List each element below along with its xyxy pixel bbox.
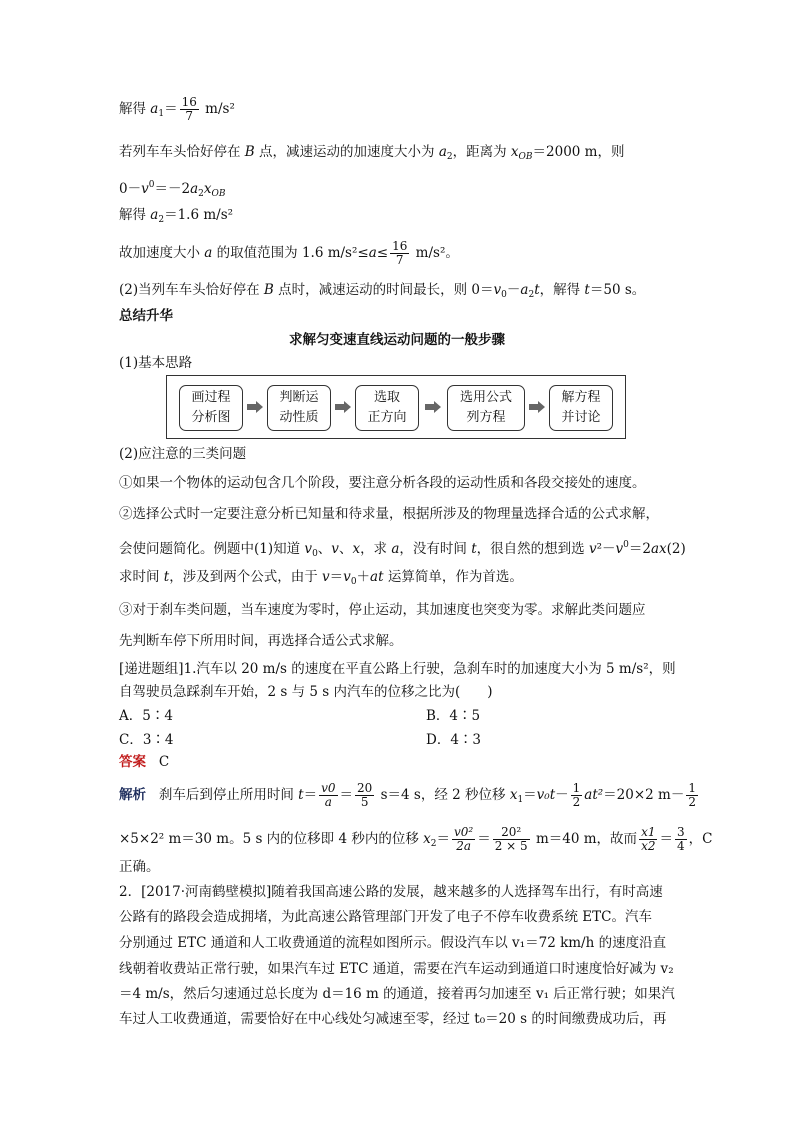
option-c: C．3∶4 [119,732,174,748]
issue-1: ①如果一个物体的运动包含几个阶段，要注意分析各段的运动性质和各段交接处的速度。 [119,475,646,491]
explanation-line3: 正确。 [119,859,160,875]
flow-step-2: 判断运 动性质 [267,385,331,431]
issue-3-line2: 先判断车停下所用时间，再选择合适公式求解。 [119,633,403,649]
equation-line: $0-v^0=-2a_2x_{OB}$ [119,180,226,199]
fraction-half: $\frac{1}{2}$ [572,781,581,809]
part2-line: (2)当列车车头恰好停在 B 点时，减速运动的时间最长，则 $0=v_0-a_2t$，解得 t＝50 s。 [119,282,646,300]
flow-step-1: 画过程 分析图 [179,385,243,431]
arrow-right-icon [529,401,545,413]
fraction-v0sq-2a: $\frac{\text{v0²}}{2a}$ [454,825,474,853]
fraction-16-7: $\frac{16}{7}$ [181,95,197,123]
flow-step-5: 解方程 并讨论 [549,385,613,431]
explanation-line2: ×5×2² m＝30 m。5 s 内的位移即 4 秒内的位移 $x_2=$ $\frac{\text{v0²}}{2a}$ ＝ $\frac{\text{20²}}{2 \times 5}$ m＝40 m，故而 $\frac{x1}{x2}$ ＝ $\frac{3}{4}$ ，C [119,825,713,853]
question-2-line1: 2．[2017·河南鹤壁模拟]随着我国高速公路的发展，越来越多的人选择驾车出行，有时高速 [119,884,663,900]
option-d: D．4∶3 [426,732,482,748]
fraction-20-5: $\frac{20}{5}$ [357,781,373,809]
flowchart [166,375,626,439]
question-2-line2: 公路有的路段会造成拥堵，为此高速公路管理部门开发了电子不停车收费系统 ETC。汽车 [119,909,652,925]
fraction-x1-x2: $\frac{x1}{x2}$ [641,825,656,853]
fraction-3-4: $\frac{3}{4}$ [676,825,685,853]
fraction-400-10: $\frac{\text{20²}}{2 \times 5}$ [494,825,528,853]
fraction-16-7-range: $\frac{16}{7}$ [392,239,408,267]
question-2-line4: 线朝着收费站正常行驶，如果汽车过 ETC 通道，需要在汽车运动到通道口时速度恰好减为 v₂ [119,961,674,977]
question-2-line5: ＝4 m/s，然后匀速通过总长度为 d＝16 m 的通道，接着再匀加速至 v₁ 后正常行驶；如果汽 [119,986,675,1002]
solve-a1-line: 解得 $a_1=$ $\frac{16}{7}$ m/s² [119,95,235,123]
solve-a2-line: 解得 $a_2=1.6$ m/s² [119,207,234,225]
explanation-label: 解析 [119,787,146,803]
issue-2-line3: 求时间 t，涉及到两个公式，由于 $v=v_0+at$ 运算简单，作为首选。 [119,569,523,587]
question-1-line1: [递进题组]1.汽车以 20 m/s 的速度在平直公路上行驶，急刹车时的加速度大小为 5 m/s²，则 [119,661,676,677]
summary-heading: 总结升华 [119,308,173,324]
issue-3-line1: ③对于刹车类问题，当车速度为零时，停止运动，其加速度也突变为零。求解此类问题应 [119,602,646,618]
question-2-line3: 分别通过 ETC 通道和人工收费通道的流程如图所示。假设汽车以 v₁＝72 km/h 的速度沿直 [119,935,667,951]
answer-value: C [158,754,170,770]
option-b: B．4∶5 [426,708,481,724]
fraction-v0-a: $\frac{v0}{a}$ [321,781,336,809]
three-issues-heading: (2)应注意的三类问题 [119,446,247,462]
answer-label: 答案 [119,754,146,770]
flow-step-4: 选用公式 列方程 [447,385,525,431]
flow-step-3: 选取 正方向 [355,385,419,431]
option-a: A．5∶4 [119,708,173,724]
issue-2-line2: 会使问题简化。例题中(1)知道 $v_0$、v、x，求 a，没有时间 t，很自然的想到选 $v^2-v^0=2ax(2)$ [119,540,686,559]
basic-idea-heading: (1)基本思路 [119,355,193,371]
section-title: 求解匀变速直线运动问题的一般步骤 [289,332,505,348]
fraction-half-2: $\frac{1}{2}$ [688,781,696,809]
answer-line [119,753,169,771]
question-2-line6: 车过人工收费通道，需要恰好在中心线处匀减速至零，经过 t₀＝20 s 的时间缴费成功后，再 [119,1011,667,1027]
arrow-right-icon [247,401,263,413]
explanation-line1: 解析 刹车后到停止所用时间 t＝ $\frac{v0}{a}$ ＝ $\frac{20}{5}$ s＝4 s，经 2 秒位移 $x_1=v_0t-$ $\frac{1}{2}$ at²＝20×2 m－ $\frac{1}{2}$ [119,781,696,809]
arrow-right-icon [335,401,351,413]
issue-2-line1: ②选择公式时一定要注意分析已知量和待求量，根据所涉及的物理量选择合适的公式求解， [119,506,659,522]
stop-at-b-line: 若列车车头恰好停在 B 点，减速运动的加速度大小为 $a_2$，距离为 $x_{OB}=2000$ m，则 [119,144,625,162]
arrow-right-icon [425,401,441,413]
question-1-line2: 自驾驶员急踩刹车开始，2 s 与 5 s 内汽车的位移之比为( ) [119,684,493,700]
range-line: 故加速度大小 a 的取值范围为 1.6 m/s²≤a≤ $\frac{16}{7}$ m/s²。 [119,239,459,267]
